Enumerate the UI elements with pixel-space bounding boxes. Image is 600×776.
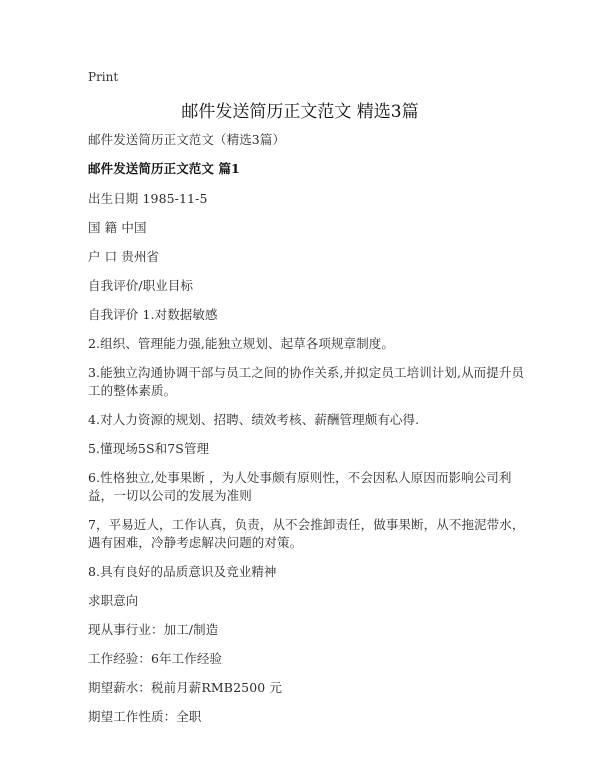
print-link[interactable]: Print (88, 70, 119, 84)
paragraph-nationality: 国 籍 中国 (88, 220, 147, 235)
paragraph-industry: 现从事行业：加工/制造 (88, 622, 219, 637)
paragraph-self-eval-4: 4.对人力资源的规划、招聘、绩效考核、薪酬管理颇有心得. (88, 412, 420, 427)
paragraph-self-eval-5: 5.懂现场5S和7S管理 (88, 441, 210, 456)
paragraph-job-type: 期望工作性质：全职 (88, 709, 202, 724)
paragraph-intro: 邮件发送简历正文范文（精选3篇） (88, 132, 286, 147)
document-body (88, 131, 528, 737)
page-title: 邮件发送简历正文范文 精选3篇 (181, 102, 419, 122)
paragraph-salary: 期望薪水：税前月薪RMB2500 元 (88, 680, 282, 695)
paragraph-self-eval-1: 自我评价 1.对数据敏感 (88, 307, 218, 322)
paragraph-job-intention: 求职意向 (88, 593, 139, 608)
paragraph-self-eval-6: 6.性格独立,处事果断 ，为人处事颇有原则性，不会因私人原因而影响公司利益，一切以公司的发展为准则 (88, 470, 512, 503)
paragraph-self-eval-8: 8.具有良好的品质意识及竞业精神 (88, 564, 277, 579)
paragraph-self-eval-3: 3.能独立沟通协调干部与员工之间的协作关系,并拟定员工培训计划,从而提升员工的整体素质。 (88, 365, 525, 398)
paragraph-birth-date: 出生日期 1985-11-5 (88, 191, 208, 206)
paragraph-experience: 工作经验：6年工作经验 (88, 651, 223, 666)
paragraph-self-eval-7: 7，平易近人，工作认真，负责，从不会推卸责任，做事果断，从不拖泥带水，遇有困难，冷静考虑解决问题的对策。 (88, 517, 525, 550)
paragraph-self-eval-heading: 自我评价/职业目标 (88, 278, 194, 293)
paragraph-self-eval-2: 2.组织、管理能力强,能独立规划、起草各项规章制度。 (88, 336, 395, 351)
section-heading: 邮件发送简历正文范文 篇1 (88, 161, 240, 176)
paragraph-residence: 户 口 贵州省 (88, 249, 160, 264)
